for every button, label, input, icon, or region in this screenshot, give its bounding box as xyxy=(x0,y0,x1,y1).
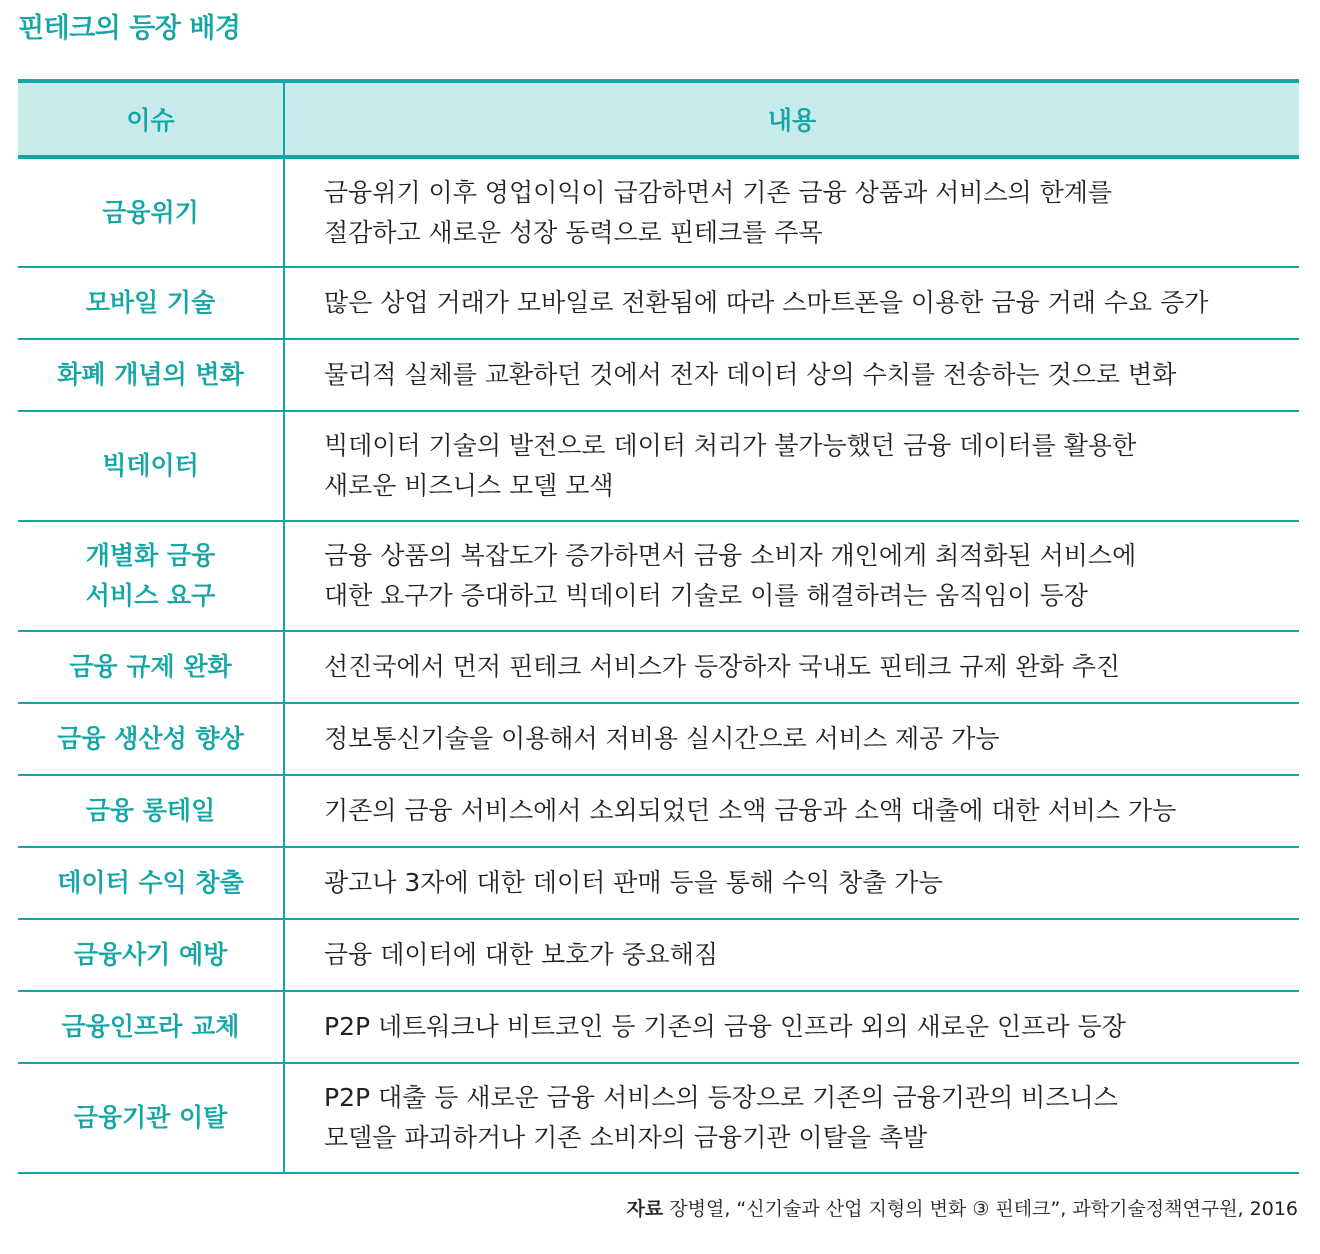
table-header-row xyxy=(18,81,1299,157)
issue-cell: 금융위기 xyxy=(18,157,284,267)
content-cell: 많은 상업 거래가 모바일로 전환됨에 따라 스마트폰을 이용한 금융 거래 수요 증가 xyxy=(284,267,1299,339)
source-text: 장병열, “신기술과 산업 지형의 변화 ③ 핀테크”, 과학기술정책연구원, 2016 xyxy=(669,1198,1298,1220)
content-cell: P2P 네트워크나 비트코인 등 기존의 금융 인프라 외의 새로운 인프라 등장 xyxy=(284,991,1299,1063)
table-row xyxy=(18,847,1299,919)
content-cell: 선진국에서 먼저 핀테크 서비스가 등장하자 국내도 핀테크 규제 완화 추진 xyxy=(284,631,1299,703)
table-row xyxy=(18,521,1299,631)
table-row xyxy=(18,1063,1299,1173)
issue-cell: 개별화 금융 서비스 요구 xyxy=(18,521,284,631)
header-content: 내용 xyxy=(284,81,1299,157)
content-cell: 물리적 실체를 교환하던 것에서 전자 데이터 상의 수치를 전송하는 것으로 변화 xyxy=(284,339,1299,411)
content-cell: 금융위기 이후 영업이익이 급감하면서 기존 금융 상품과 서비스의 한계를 절감하고 새로운 성장 동력으로 핀테크를 주목 xyxy=(284,157,1299,267)
header-issue: 이슈 xyxy=(18,81,284,157)
issue-cell: 모바일 기술 xyxy=(18,267,284,339)
content-cell: 광고나 3자에 대한 데이터 판매 등을 통해 수익 창출 가능 xyxy=(284,847,1299,919)
issue-cell: 금융 규제 완화 xyxy=(18,631,284,703)
issue-cell: 금융사기 예방 xyxy=(18,919,284,991)
table-row xyxy=(18,411,1299,521)
content-cell: 금융 상품의 복잡도가 증가하면서 금융 소비자 개인에게 최적화된 서비스에 대한 요구가 증대하고 빅데이터 기술로 이를 해결하려는 움직임이 등장 xyxy=(284,521,1299,631)
table-row xyxy=(18,775,1299,847)
table-container xyxy=(18,79,1299,1174)
table-row xyxy=(18,157,1299,267)
source-citation xyxy=(627,1194,1298,1221)
table-row xyxy=(18,339,1299,411)
issue-cell: 금융인프라 교체 xyxy=(18,991,284,1063)
content-cell: 빅데이터 기술의 발전으로 데이터 처리가 불가능했던 금융 데이터를 활용한 새로운 비즈니스 모델 모색 xyxy=(284,411,1299,521)
issue-cell: 화폐 개념의 변화 xyxy=(18,339,284,411)
content-cell: 기존의 금융 서비스에서 소외되었던 소액 금융과 소액 대출에 대한 서비스 가능 xyxy=(284,775,1299,847)
table-row xyxy=(18,703,1299,775)
issue-cell: 금융기관 이탈 xyxy=(18,1063,284,1173)
issue-cell: 금융 롱테일 xyxy=(18,775,284,847)
fintech-background-table xyxy=(18,79,1299,1174)
content-cell: P2P 대출 등 새로운 금융 서비스의 등장으로 기존의 금융기관의 비즈니스 모델을 파괴하거나 기존 소비자의 금융기관 이탈을 촉발 xyxy=(284,1063,1299,1173)
table-row xyxy=(18,631,1299,703)
page-title: 핀테크의 등장 배경 xyxy=(18,13,241,44)
issue-cell: 빅데이터 xyxy=(18,411,284,521)
source-label: 자료 xyxy=(626,1198,664,1220)
issue-cell: 데이터 수익 창출 xyxy=(18,847,284,919)
issue-cell: 금융 생산성 향상 xyxy=(18,703,284,775)
content-cell: 금융 데이터에 대한 보호가 중요해짐 xyxy=(284,919,1299,991)
table-row xyxy=(18,267,1299,339)
table-row xyxy=(18,991,1299,1063)
content-cell: 정보통신기술을 이용해서 저비용 실시간으로 서비스 제공 가능 xyxy=(284,703,1299,775)
table-row xyxy=(18,919,1299,991)
